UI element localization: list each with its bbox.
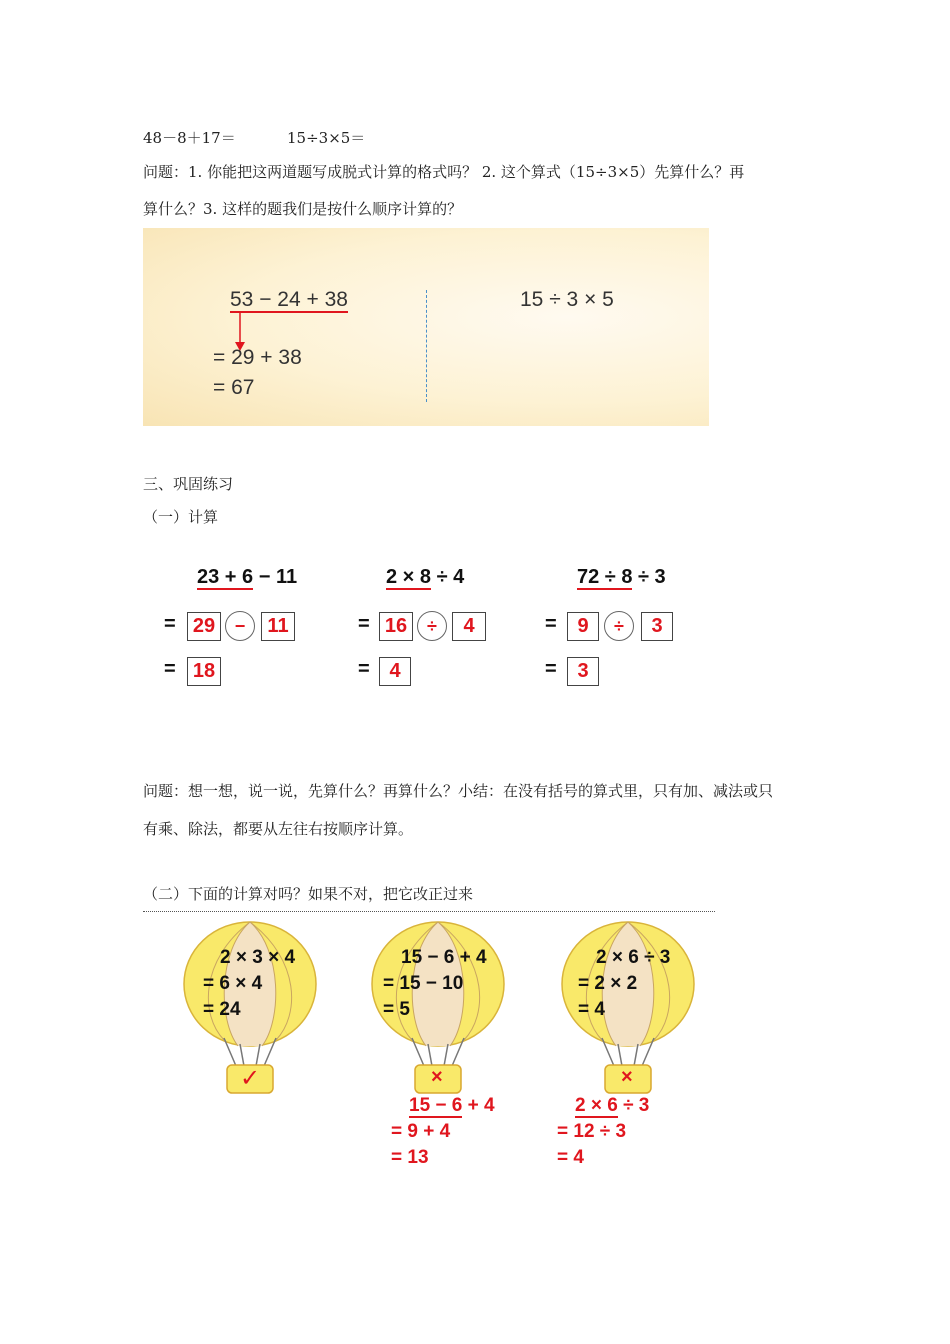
- eq-sign: =: [545, 658, 557, 680]
- correction-2-line3: = 13: [391, 1147, 429, 1168]
- operator-circle: −: [225, 611, 255, 641]
- intro-expr-a: 48－8＋17＝: [143, 129, 236, 147]
- correction-2-underlined: 15 − 6: [409, 1095, 463, 1116]
- cross-mark-icon: ×: [431, 1066, 443, 1088]
- exercise-2-rest: ÷ 4: [431, 566, 465, 588]
- eq-sign: =: [545, 613, 557, 635]
- banner-left-step2: = 67: [213, 376, 255, 399]
- exercise-2-underlined: 2 × 8: [386, 566, 432, 588]
- section-heading: 三、巩固练习: [143, 475, 234, 493]
- exercise-3-rest: ÷ 3: [632, 566, 666, 588]
- result-box: 18: [187, 657, 221, 686]
- sub-heading-1: （一）计算: [143, 508, 219, 526]
- balloon-1-line3: = 24: [203, 999, 241, 1020]
- summary-line1: 问题：想一想，说一说，先算什么？再算什么？小结：在没有括号的算式里，只有加、减法或只: [143, 782, 774, 800]
- exercise-1-rest: − 11: [253, 566, 298, 588]
- correction-3-line2: = 12 ÷ 3: [557, 1121, 627, 1142]
- balloon-2-line1: 15 − 6 + 4: [401, 947, 487, 968]
- cross-mark-icon: ×: [621, 1066, 633, 1088]
- banner-left-step1: = 29 + 38: [213, 346, 302, 369]
- check-mark-icon: ✓: [240, 1065, 261, 1092]
- correction-2-rest: + 4: [462, 1095, 495, 1116]
- exercise-2-expr: [386, 566, 464, 589]
- answer-box: 29: [187, 612, 221, 641]
- correction-3-line3: = 4: [557, 1147, 584, 1168]
- correction-3-underlined: 2 × 6: [575, 1095, 618, 1116]
- balloon-2-line2: = 15 − 10: [383, 973, 464, 994]
- answer-box: 9: [567, 612, 599, 641]
- eq-sign: =: [164, 613, 176, 635]
- correction-3-line1: [575, 1095, 649, 1117]
- intro-question-line1: 问题：1. 你能把这两道题写成脱式计算的格式吗？ 2. 这个算式（15÷3×5）先算什么？再: [143, 163, 745, 181]
- answer-box: 4: [452, 612, 486, 641]
- balloon-2-line3: = 5: [383, 999, 410, 1020]
- result-box: 3: [567, 657, 599, 686]
- summary-line2: 有乘、除法，都要从左往右按顺序计算。: [143, 820, 414, 838]
- sub-heading-2: （二）下面的计算对吗？如果不对，把它改正过来: [143, 885, 474, 903]
- eq-sign: =: [358, 658, 370, 680]
- eq-sign: =: [164, 658, 176, 680]
- banner-divider: [426, 290, 427, 402]
- answer-box: 3: [641, 612, 673, 641]
- operator-circle: ÷: [604, 611, 634, 641]
- example-banner: [143, 228, 709, 426]
- intro-expr-b: 15÷3×5＝: [287, 129, 366, 147]
- exercise-1-underlined: 23 + 6: [197, 566, 254, 588]
- banner-left-expr: [230, 288, 348, 312]
- correction-2-line2: = 9 + 4: [391, 1121, 451, 1142]
- banner-left-underline: 53 − 24 + 38: [230, 288, 348, 311]
- balloon-3-line2: = 2 × 2: [578, 973, 638, 994]
- eq-sign: =: [358, 613, 370, 635]
- dotted-divider: [143, 911, 715, 912]
- operator-circle: ÷: [417, 611, 447, 641]
- exercise-1-expr: [197, 566, 297, 589]
- result-box: 4: [379, 657, 411, 686]
- exercise-3-underlined: 72 ÷ 8: [577, 566, 633, 588]
- correction-3-rest: ÷ 3: [617, 1095, 650, 1116]
- balloon-1-line2: = 6 × 4: [203, 973, 263, 994]
- intro-question-line2: 算什么？3. 这样的题我们是按什么顺序计算的？: [143, 200, 463, 218]
- exercise-3-expr: [577, 566, 666, 589]
- correction-2-line1: [409, 1095, 495, 1117]
- answer-box: 16: [379, 612, 413, 641]
- answer-box: 11: [261, 612, 295, 641]
- balloon-3-line1: 2 × 6 ÷ 3: [596, 947, 671, 968]
- balloon-1-line1: 2 × 3 × 4: [220, 947, 296, 968]
- banner-right-expr: 15 ÷ 3 × 5: [520, 288, 614, 311]
- balloon-3-line3: = 4: [578, 999, 605, 1020]
